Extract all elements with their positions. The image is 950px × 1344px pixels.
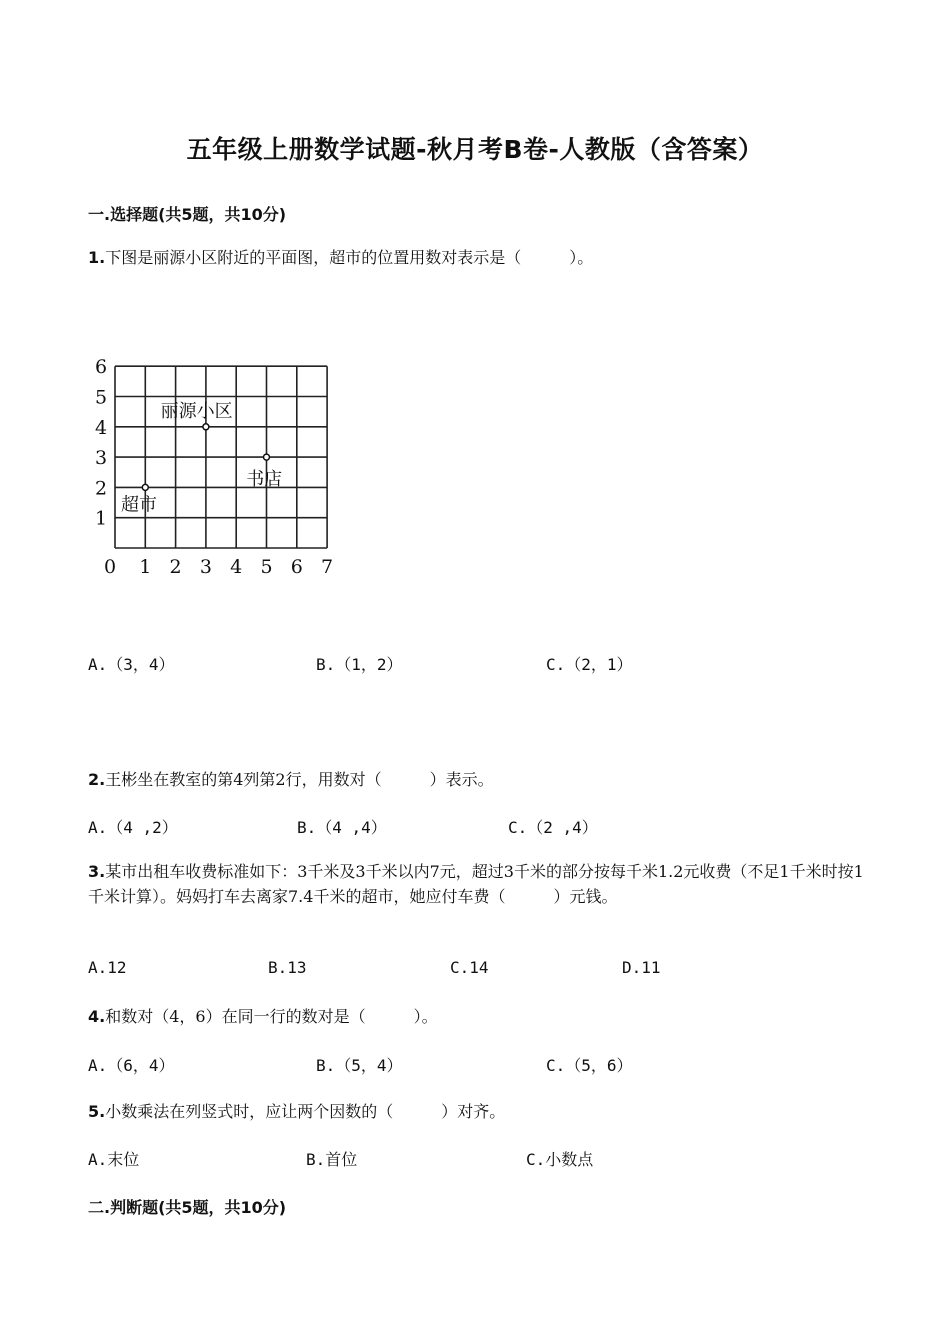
question-text: 王彬坐在教室的第4列第2行，用数对（ ）表示。 <box>105 770 494 789</box>
y-tick-label: 5 <box>94 386 108 409</box>
place-label: 超市 <box>121 494 157 516</box>
place-label: 书店 <box>246 469 283 491</box>
question-5 <box>88 1099 868 1124</box>
q3-option-c[interactable]: C.14 <box>450 958 489 977</box>
x-tick-label: 1 <box>139 556 152 578</box>
place-point <box>142 484 148 490</box>
q4-option-a[interactable]: A.（6，4） <box>88 1056 175 1075</box>
q4-option-b[interactable]: B.（5，4） <box>316 1056 403 1075</box>
q3-option-b[interactable]: B.13 <box>268 958 307 977</box>
question-number: 1. <box>88 248 106 267</box>
question-number: 2. <box>88 770 106 789</box>
x-tick-label: 7 <box>321 556 334 578</box>
q1-option-c[interactable]: C.（2，1） <box>546 655 633 674</box>
question-4 <box>88 1004 868 1029</box>
x-axis-labels <box>104 556 333 578</box>
place-point <box>203 424 209 430</box>
q4-option-c[interactable]: C.（5，6） <box>546 1056 633 1075</box>
q5-option-c[interactable]: C.小数点 <box>526 1150 594 1169</box>
page-title: 五年级上册数学试题-秋月考B卷-人教版（含答案） <box>186 135 764 164</box>
q2-option-b[interactable]: B.（4 ,4） <box>297 818 387 837</box>
q3-option-d[interactable]: D.11 <box>622 958 661 977</box>
coordinate-grid-figure <box>85 355 345 585</box>
question-text: 下图是丽源小区附近的平面图，超市的位置用数对表示是（ ）。 <box>105 248 594 267</box>
x-tick-label: 4 <box>230 556 243 578</box>
question-number: 4. <box>88 1007 106 1026</box>
x-tick-label: 3 <box>199 556 212 578</box>
y-axis-labels <box>95 356 107 530</box>
y-tick-label: 3 <box>94 447 108 470</box>
q5-option-a[interactable]: A.末位 <box>88 1150 140 1169</box>
y-tick-label: 1 <box>94 507 108 530</box>
question-text: 小数乘法在列竖式时，应让两个因数的（ ）对齐。 <box>105 1102 506 1121</box>
y-tick-label: 6 <box>94 356 108 379</box>
question-2 <box>88 767 868 792</box>
x-tick-label: 0 <box>103 556 117 578</box>
grid-lines <box>115 366 327 548</box>
q5-option-b[interactable]: B.首位 <box>306 1150 358 1169</box>
question-text: 和数对（4，6）在同一行的数对是（ ）。 <box>105 1007 438 1026</box>
section-heading-choice: 一.选择题(共5题，共10分) <box>88 205 287 224</box>
question-number: 5. <box>88 1102 106 1121</box>
place-label: 丽源小区 <box>160 400 233 422</box>
x-tick-label: 5 <box>260 556 273 578</box>
q1-option-a[interactable]: A.（3，4） <box>88 655 175 674</box>
question-3 <box>88 859 868 909</box>
q3-option-a[interactable]: A.12 <box>88 958 127 977</box>
question-text: 某市出租车收费标准如下：3千米及3千米以内7元，超过3千米的部分按每千米1.2元收费（不足1千米时按1千米计算）。妈妈打车去离家7.4千米的超市，她应付车费（ ）元钱。 <box>88 862 864 906</box>
question-number: 3. <box>88 862 106 881</box>
place-point <box>264 454 270 460</box>
q2-option-a[interactable]: A.（4 ,2） <box>88 818 178 837</box>
x-tick-label: 2 <box>169 556 182 578</box>
question-1 <box>88 245 868 270</box>
x-tick-label: 6 <box>290 556 303 578</box>
y-tick-label: 4 <box>94 416 108 439</box>
section-heading-judgement: 二.判断题(共5题，共10分) <box>88 1198 287 1217</box>
q2-option-c[interactable]: C.（2 ,4） <box>508 818 598 837</box>
q1-option-b[interactable]: B.（1，2） <box>316 655 403 674</box>
y-tick-label: 2 <box>94 477 108 500</box>
